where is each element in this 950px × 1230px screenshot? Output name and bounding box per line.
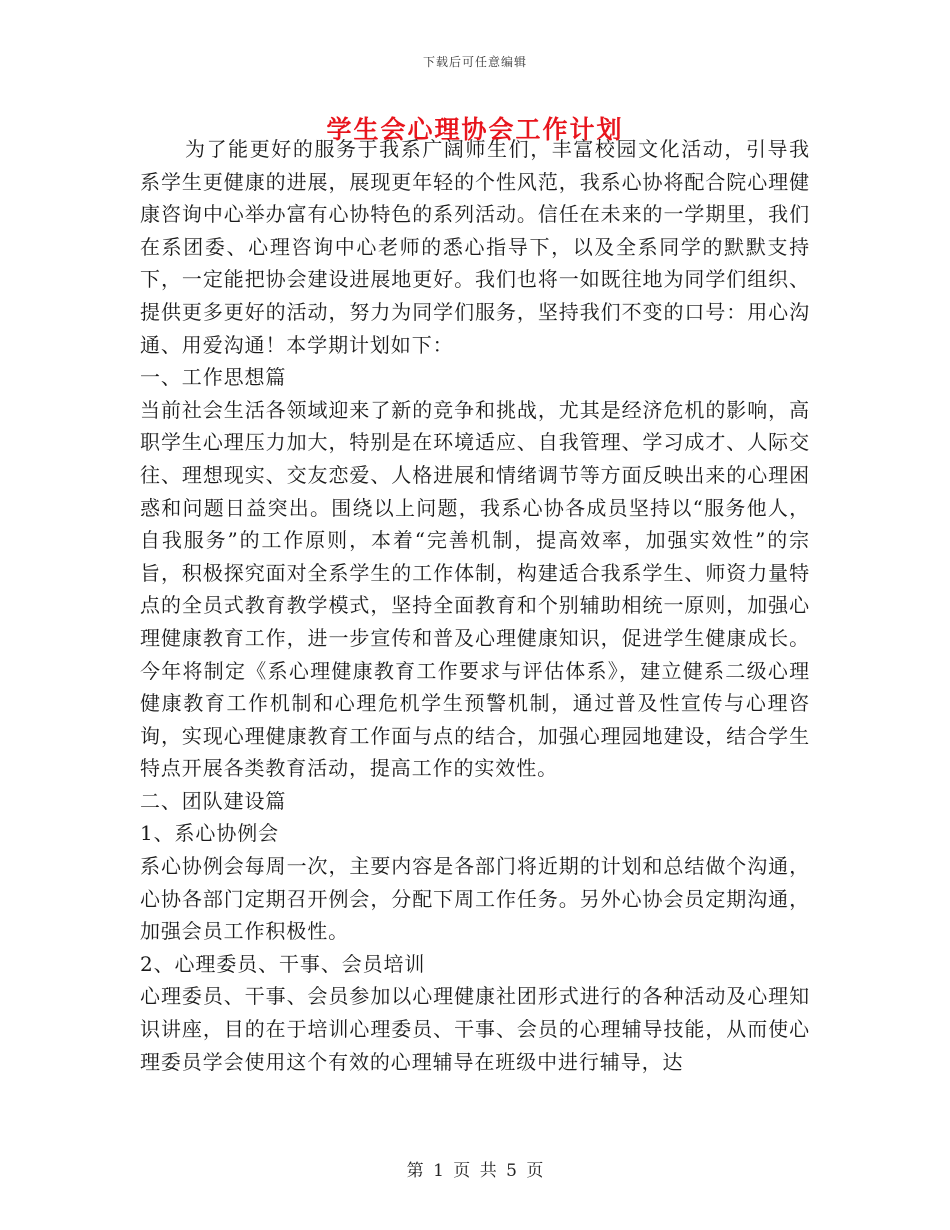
training-paragraph: 心理委员、干事、会员参加以心理健康社团形式进行的各种活动及心理知识讲座，目的在于培训心理委员、干事、会员的心理辅导技能，从而使心理委员学会使用这个有效的心理辅导在班级中进行辅导，达 xyxy=(140,984,810,1074)
weekly-meeting-paragraph: 系心协例会每周一次，主要内容是各部门将近期的计划和总结做个沟通，心协各部门定期召开例会，分配下周工作任务。另外心协会员定期沟通，加强会员工作积极性。 xyxy=(140,854,810,944)
subheading-weekly-meeting: 1、系心协例会 xyxy=(140,821,280,846)
subheading-training: 2、心理委员、干事、会员培训 xyxy=(140,951,426,976)
work-thought-paragraph: 当前社会生活各领域迎来了新的竞争和挑战，尤其是经济危机的影响，高职学生心理压力加大，特别是在环境适应、自我管理、学习成才、人际交往、理想现实、交友恋爱、人格进展和情绪调节等方面反映出来的心理困惑和问题日益突出。围绕以上问题，我系心协各成员坚持以“服务他人，自我服务”的工作原则，本着“完善机制，提高效率，加强实效性”的宗旨，积极探究面对全系学生的工作体制，构建适合我系学生、师资力量特点的全员式教育教学模式，坚持全面教育和个别辅助相统一原则，加强心理健康教育工作，进一步宣传和普及心理健康知识，促进学生健康成长。今年将制定《系心理健康教育工作要求与评估体系》，建立健系二级心理健康教育工作机制和心理危机学生预警机制，通过普及性宣传与心理咨询，实现心理健康教育工作面与点的结合，加强心理园地建设，结合学生特点开展各类教育活动，提高工作的实效性。 xyxy=(140,397,810,781)
page-number: 第 1 页 共 5 页 xyxy=(406,1161,544,1181)
intro-paragraph: 为了能更好的服务于我系广阔师生们，丰富校园文化活动，引导我系学生更健康的进展，展现更年轻的个性风范，我系心协将配合院心理健康咨询中心举办富有心协特色的系列活动。信任在未来的一学期里，我们在系团委、心理咨询中心老师的悉心指导下，以及全系同学的默默支持下，一定能把协会建设进展地更好。我们也将一如既往地为同学们组织、提供更多更好的活动，努力为同学们服务，坚持我们不变的口号：用心沟通、用爱沟通！本学期计划如下： xyxy=(140,137,810,357)
document-title: 学生会心理协会工作计划 xyxy=(326,115,624,144)
document-body xyxy=(140,133,810,1078)
section-heading-team-building: 二、团队建设篇 xyxy=(140,788,287,813)
page-header-note: 下载后可任意编辑 xyxy=(422,55,527,69)
section-heading-work-thought: 一、工作思想篇 xyxy=(140,365,287,390)
